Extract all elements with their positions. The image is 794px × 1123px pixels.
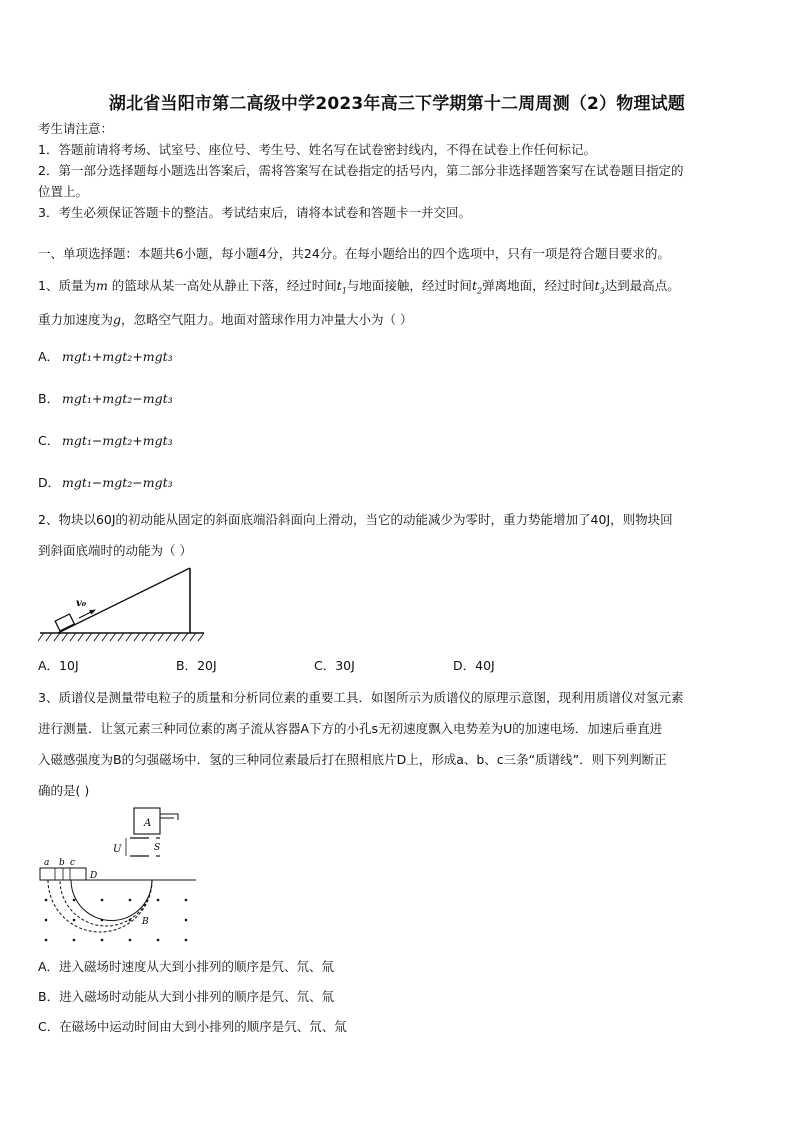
label-a: A — [144, 818, 152, 829]
label-line-a: a — [44, 858, 50, 868]
q1-var-t1: $t_1$ — [336, 278, 347, 296]
q2-stem-line2: 到斜面底端时的动能为（ ） — [38, 543, 192, 558]
notice-heading: 考生请注意： — [38, 121, 114, 136]
q1-text-e: 达到最高点。 — [604, 278, 680, 293]
label-u: U — [113, 844, 122, 855]
trajectory-a — [48, 880, 152, 932]
q1-text-a: 1、质量为 — [38, 278, 96, 293]
inlet-pipe — [160, 814, 178, 820]
q2-option-c[interactable]: C．30J — [314, 658, 355, 673]
notice-item-1: 1．答题前请将考场、试室号、座位号、考生号、姓名写在试卷密封线内，不得在试卷上作任何标记。 — [38, 142, 596, 157]
notice-item-2: 2．第一部分选择题每小题选出答案后，需将答案写在试卷指定的括号内，第二部分非选择题答案写在试卷题目指定的 — [38, 163, 684, 178]
q3-option-b[interactable]: B．进入磁场时动能从大到小排列的顺序是氕、氘、氚 — [38, 989, 335, 1004]
q3-option-a[interactable]: A．进入磁场时速度从大到小排列的顺序是氕、氘、氚 — [38, 959, 335, 974]
q1-text-d: 弹离地面，经过时间 — [482, 278, 595, 293]
incline-figure — [38, 564, 208, 646]
q1-text-c: 与地面接触，经过时间 — [346, 278, 472, 293]
velocity-label: v₀ — [76, 598, 87, 609]
block — [55, 614, 74, 631]
notice-item-3: 3．考生必须保证答题卡的整洁。考试结束后，请将本试卷和答题卡一并交回。 — [38, 205, 471, 220]
label-line-c: c — [70, 858, 76, 868]
q1-var-t2: $t_2$ — [471, 278, 483, 296]
trajectory-c — [71, 880, 152, 921]
q1-var-g: g — [113, 312, 122, 327]
label-b-field: B — [142, 917, 149, 927]
label-line-b: b — [59, 858, 65, 868]
q1-stem-line1 — [38, 276, 680, 296]
q1-option-d[interactable]: D． mgt₁−mgt₂−mgt₃ — [38, 475, 173, 490]
ground-hatching — [38, 633, 204, 641]
q1-stem-line2: 重力加速度为g，忽略空气阻力。地面对篮球作用力冲量大小为（ ） — [38, 312, 413, 327]
q1-var-m: m — [95, 278, 108, 293]
label-s: S — [154, 843, 161, 853]
mass-spectrometer-figure — [38, 804, 198, 946]
q2-option-a[interactable]: A．10J — [38, 658, 79, 673]
q2-option-b[interactable]: B．20J — [176, 658, 217, 673]
q2-option-d[interactable]: D．40J — [453, 658, 495, 673]
q1-var-t3: $t_3$ — [594, 278, 605, 296]
q3-stem-line2: 进行测量．让氢元素三种同位素的离子流从容器A下方的小孔s无初速度飘入电势差为U的加速电场．加速后垂直进 — [38, 721, 663, 736]
label-d: D — [90, 871, 98, 881]
q1-text-b: 的篮球从某一高处从静止下落，经过时间 — [107, 278, 337, 293]
section-heading: 一、单项选择题：本题共6小题，每小题4分，共24分。在每小题给出的四个选项中，只有一项是符合题目要求的。 — [38, 246, 670, 261]
q3-option-c[interactable]: C．在磁场中运动时间由大到小排列的顺序是氕、氘、氚 — [38, 1019, 347, 1034]
q1-option-a[interactable]: A． mgt₁+mgt₂+mgt₃ — [38, 349, 173, 364]
q2-stem-line1: 2、物块以60J的初动能从固定的斜面底端沿斜面向上滑动，当它的动能减少为零时，重力势能增加了40J，则物块回 — [38, 512, 673, 527]
q3-stem-line3: 入磁感强度为B的匀强磁场中．氢的三种同位素最后打在照相底片D上，形成a、b、c三条“质谱线”．则下列判断正 — [38, 752, 667, 767]
q1-option-c[interactable]: C． mgt₁−mgt₂+mgt₃ — [38, 433, 173, 448]
velocity-arrowhead — [89, 610, 96, 615]
q3-stem-line4: 确的是( ) — [38, 783, 90, 798]
notice-item-2-cont: 位置上。 — [38, 184, 89, 199]
page-title: 湖北省当阳市第二高级中学2023年高三下学期第十二周周测（2）物理试题 — [108, 94, 686, 114]
q3-stem-line1: 3、质谱仪是测量带电粒子的质量和分析同位素的重要工具．如图所示为质谱仪的原理示意图，现利用质谱仪对氢元素 — [38, 690, 684, 705]
q1-option-b[interactable]: B． mgt₁+mgt₂−mgt₃ — [38, 391, 173, 406]
